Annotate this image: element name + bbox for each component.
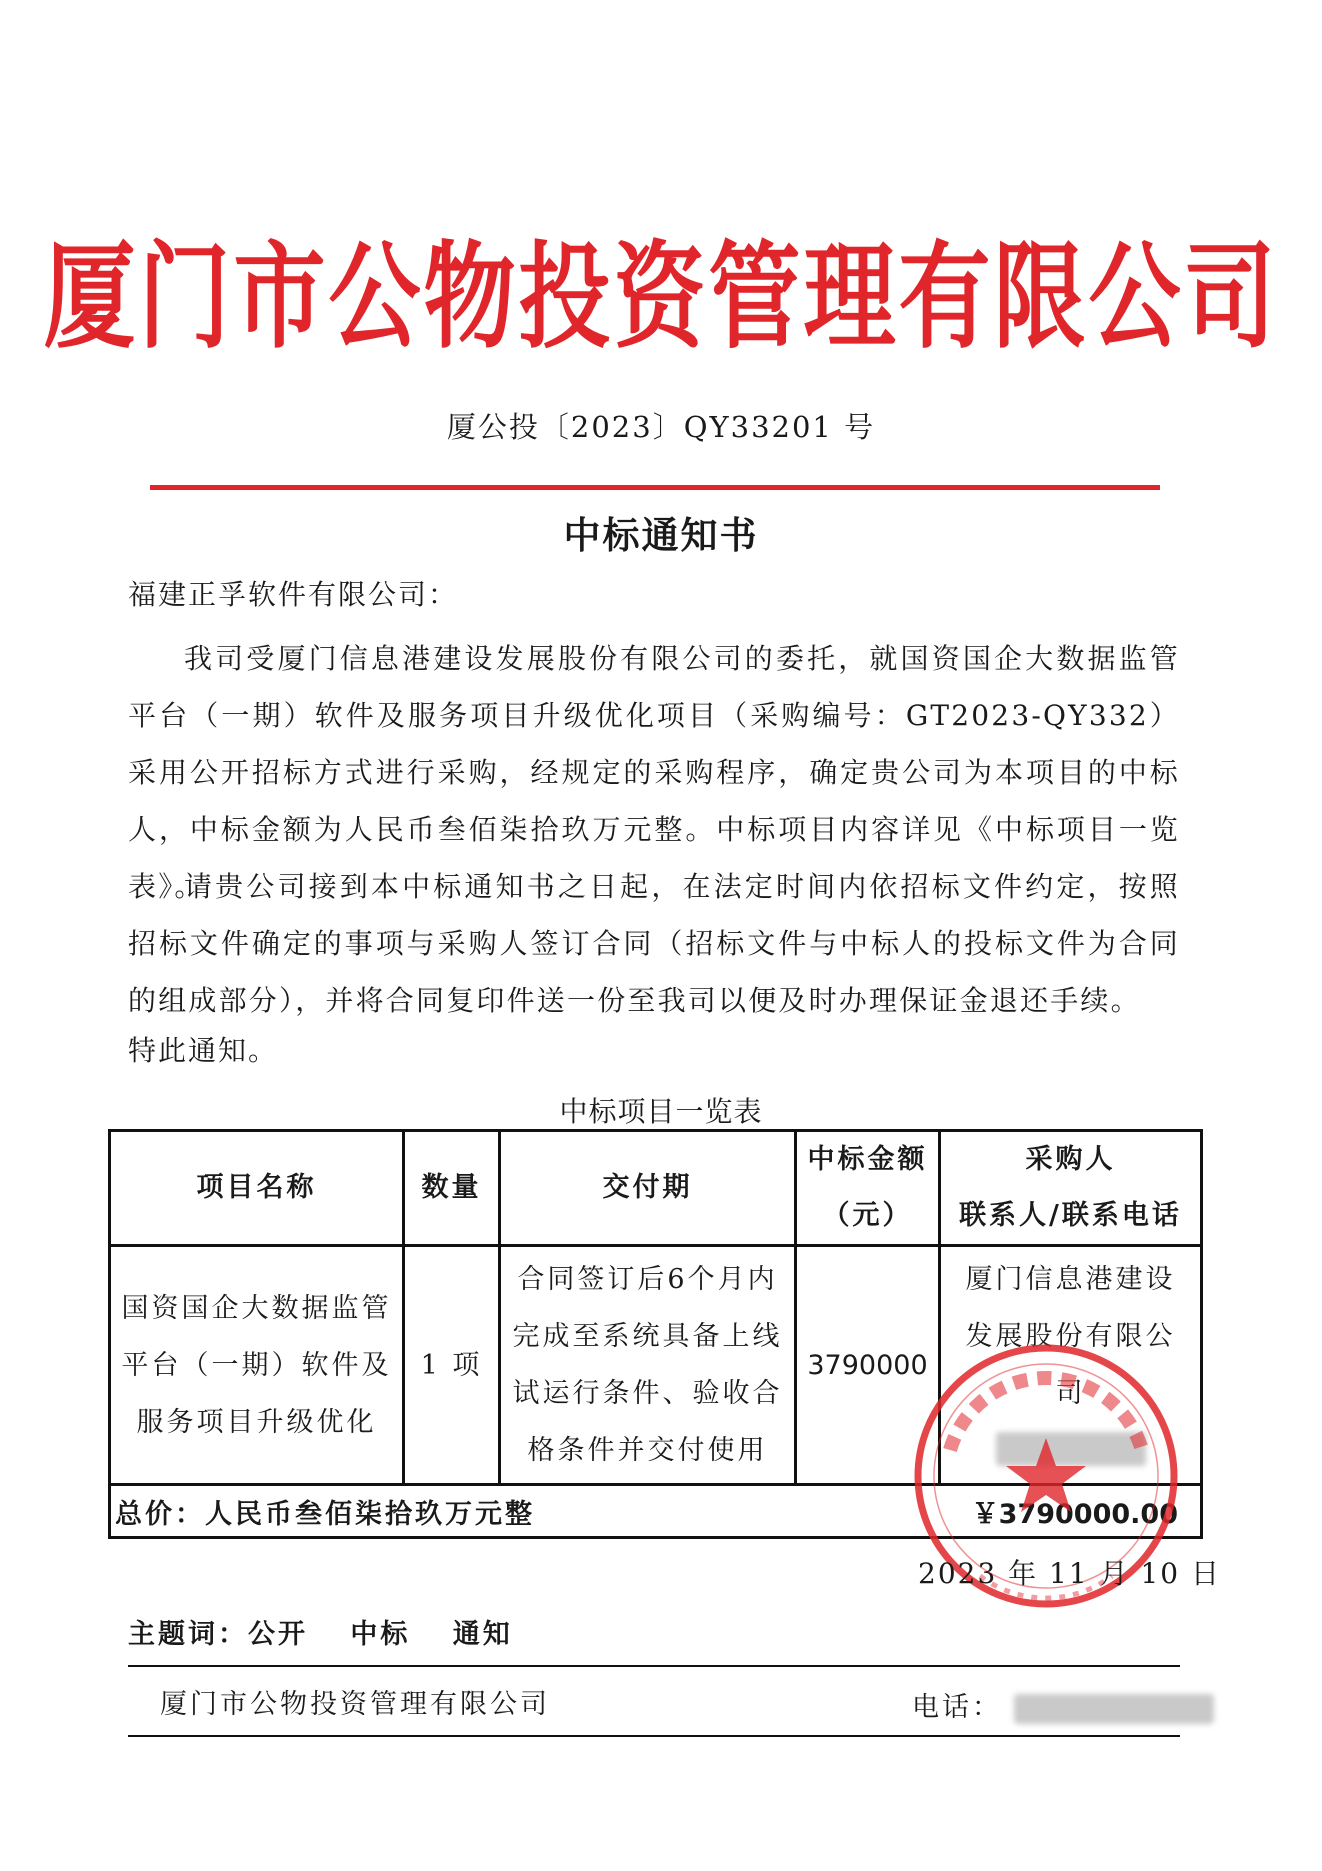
header-purchaser-line2: 联系人/联系电话 — [959, 1200, 1182, 1231]
cell-project-name: 国资国企大数据监管平台（一期）软件及服务项目升级优化 — [110, 1246, 404, 1485]
cell-delivery: 合同签订后6个月内完成至系统具备上线试运行条件、验收合格条件并交付使用 — [500, 1246, 796, 1485]
footer-phone — [912, 1685, 1214, 1724]
footer-rule-top — [128, 1665, 1180, 1667]
purchaser-name: 厦门信息港建设发展股份有限公司 — [965, 1264, 1176, 1409]
body-paragraph-2: 请贵公司接到本中标通知书之日起，在法定时间内依招标文件约定，按照招标文件确定的事项与采购人签订合同（招标文件与中标人的投标文件为合同的组成部分），并将合同复印件送一份至我司以便及时办理保证金退还手续。 — [128, 870, 1180, 1017]
total-amount: ￥3790000.00 — [971, 1499, 1178, 1530]
issue-date: 2023 年 11 月 10 日 — [918, 1557, 1222, 1590]
body-paragraph-1: 我司受厦门信息港建设发展股份有限公司的委托，就国资国企大数据监管平台（一期）软件及服务项目升级优化项目（采购编号：GT2023-QY332）采用公开招标方式进行采购，经规定的采购程序，确定贵公司为本项目的中标人，中标金额为人民币叁佰柒拾玖万元整。中标项目内容详见《中标项目一览表》。 — [128, 642, 1180, 903]
header-amount-line1: 中标金额 — [807, 1144, 928, 1175]
notice-title: 中标通知书 — [563, 514, 759, 557]
table-header-row — [110, 1131, 1202, 1246]
cell-quantity: 1 项 — [404, 1246, 500, 1485]
header-delivery: 交付期 — [500, 1131, 796, 1246]
cell-amount: 3790000 — [796, 1246, 940, 1485]
header-amount — [796, 1131, 940, 1246]
footer-org-name: 厦门市公物投资管理有限公司 — [160, 1689, 550, 1720]
table-title: 中标项目一览表 — [559, 1095, 763, 1128]
header-purchaser-line1: 采购人 — [1025, 1144, 1116, 1175]
addressee: 福建正孚软件有限公司： — [128, 578, 459, 611]
header-project-name: 项目名称 — [110, 1131, 404, 1246]
org-letterhead-title: 厦门市公物投资管理有限公司 — [43, 228, 1279, 364]
phone-label: 电话： — [912, 1692, 1002, 1723]
total-label: 总价：人民币叁佰柒拾玖万元整 — [115, 1498, 535, 1530]
subject-keywords: 主题词：公开 中标 通知 — [128, 1619, 513, 1650]
redacted-phone — [1014, 1694, 1214, 1724]
header-amount-line2: （元） — [822, 1200, 913, 1231]
letterhead-divider — [150, 485, 1160, 490]
footer-rule-bottom — [128, 1735, 1180, 1737]
header-quantity: 数量 — [404, 1131, 500, 1246]
closing-line: 特此通知。 — [128, 1034, 279, 1067]
header-purchaser — [940, 1131, 1202, 1246]
document-number: 厦公投〔2023〕QY33201 号 — [446, 410, 876, 444]
